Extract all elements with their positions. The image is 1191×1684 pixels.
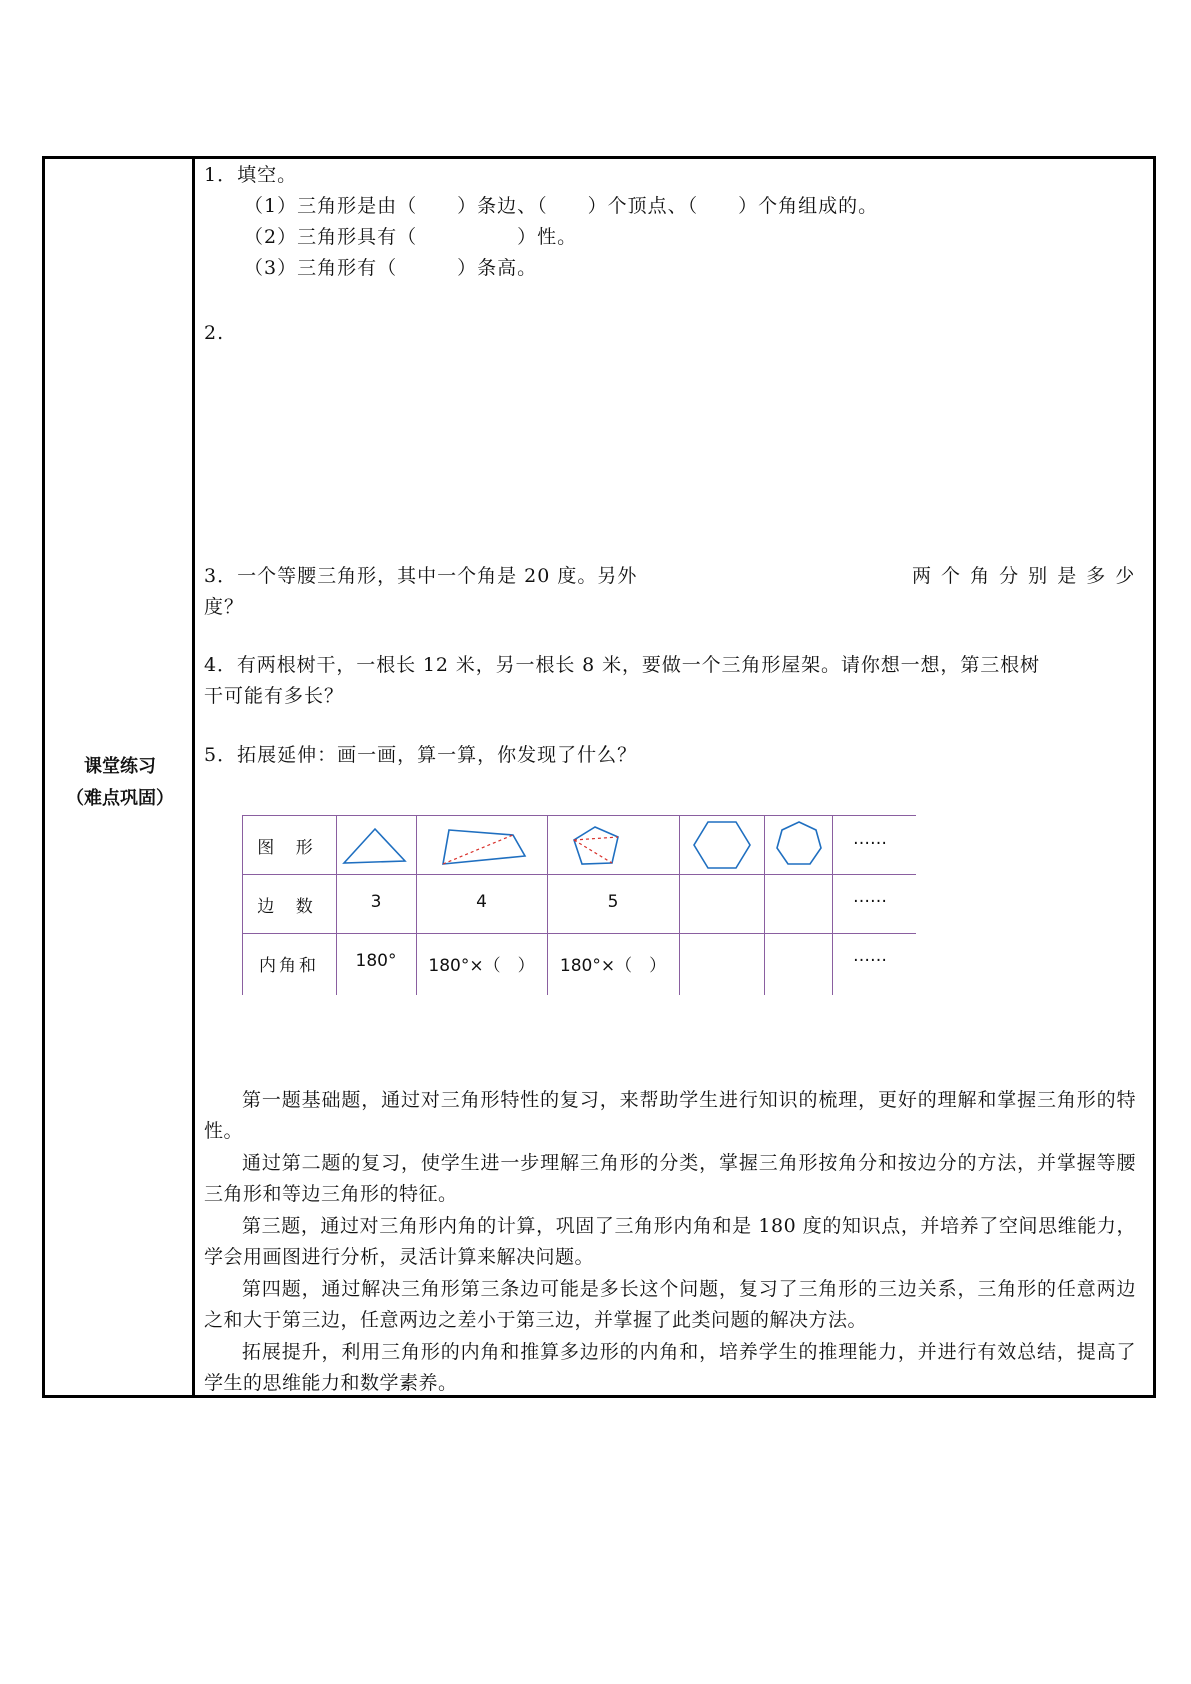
analysis-paragraph-5: 拓展提升，利用三角形的内角和推算多边形的内角和，培养学生的推理能力，并进行有效总结，提高了学生的思维能力和数学素养。 xyxy=(204,1341,1136,1394)
q3-line1-right: 两 个 角 分 别 是 多 少 xyxy=(912,565,1137,587)
ellipsis-row3: …… xyxy=(853,946,887,966)
q1-sub3: （3）三角形有（ ）条高。 xyxy=(244,257,538,279)
ellipsis-row2: …… xyxy=(853,887,887,907)
q4-line2: 干可能有多长？ xyxy=(204,685,345,707)
q3-line1-left: 3．一个等腰三角形，其中一个角是 20 度。另外 xyxy=(204,565,638,587)
analysis-paragraph-1: 第一题基础题，通过对三角形特性的复习，来帮助学生进行知识的梳理，更好的理解和掌握三角形的特性。 xyxy=(204,1089,1136,1142)
left-header-cell xyxy=(45,159,195,1395)
quadrilateral-icon xyxy=(417,816,547,874)
sides-pentagon: 5 xyxy=(607,892,619,912)
row-label-shape: 图 形 xyxy=(257,838,321,858)
section-label-line2: （难点巩固） xyxy=(66,788,174,809)
section-label-line1: 课堂练习 xyxy=(84,756,156,777)
triangle-icon xyxy=(337,816,416,874)
sides-quadrilateral: 4 xyxy=(476,892,487,912)
analysis-paragraph-4: 第四题，通过解决三角形第三条边可能是多长这个问题，复习了三角形的三边关系，三角形的任意两边之和大于第三边，任意两边之差小于第三边，并掌握了此类问题的解决方法。 xyxy=(204,1278,1136,1331)
row-label-angle-sum: 内角和 xyxy=(259,956,319,976)
q2-title: 2. xyxy=(204,322,225,344)
q4-line1: 4．有两根树干，一根长 12 米，另一根长 8 米，要做一个三角形屋架。请你想一想，第三根树 xyxy=(204,654,1040,676)
table-rule xyxy=(242,933,916,934)
polygon-table xyxy=(242,815,916,995)
heptagon-icon xyxy=(765,816,832,874)
q1-sub1: （1）三角形是由（ ）条边、（ ）个顶点、（ ）个角组成的。 xyxy=(244,195,879,217)
table-rule xyxy=(242,874,916,875)
q5-title: 5．拓展延伸：画一画，算一算，你发现了什么？ xyxy=(204,744,638,766)
angle-sum-pentagon: 180°×（ ） xyxy=(559,956,667,976)
sides-triangle: 3 xyxy=(370,892,382,912)
hexagon-icon xyxy=(680,816,764,874)
pentagon-icon xyxy=(548,816,679,874)
q1-title: 1．填空。 xyxy=(204,164,298,186)
q3-line2: 度？ xyxy=(204,596,245,618)
ellipsis-row1: …… xyxy=(853,829,887,849)
analysis-paragraph-2: 通过第二题的复习，使学生进一步理解三角形的分类，掌握三角形按角分和按边分的方法，并掌握等腰三角形和等边三角形的特征。 xyxy=(204,1152,1136,1205)
q1-sub2: （2）三角形具有（ ）性。 xyxy=(244,226,578,248)
angle-sum-quadrilateral: 180°×（ ） xyxy=(428,956,535,976)
angle-sum-triangle: 180° xyxy=(355,951,397,971)
row-label-sides: 边 数 xyxy=(257,897,321,917)
section-label xyxy=(45,751,195,815)
analysis-paragraph-3: 第三题，通过对三角形内角的计算，巩固了三角形内角和是 180 度的知识点，并培养了空间思维能力，学会用画图进行分析，灵活计算来解决问题。 xyxy=(204,1215,1136,1268)
